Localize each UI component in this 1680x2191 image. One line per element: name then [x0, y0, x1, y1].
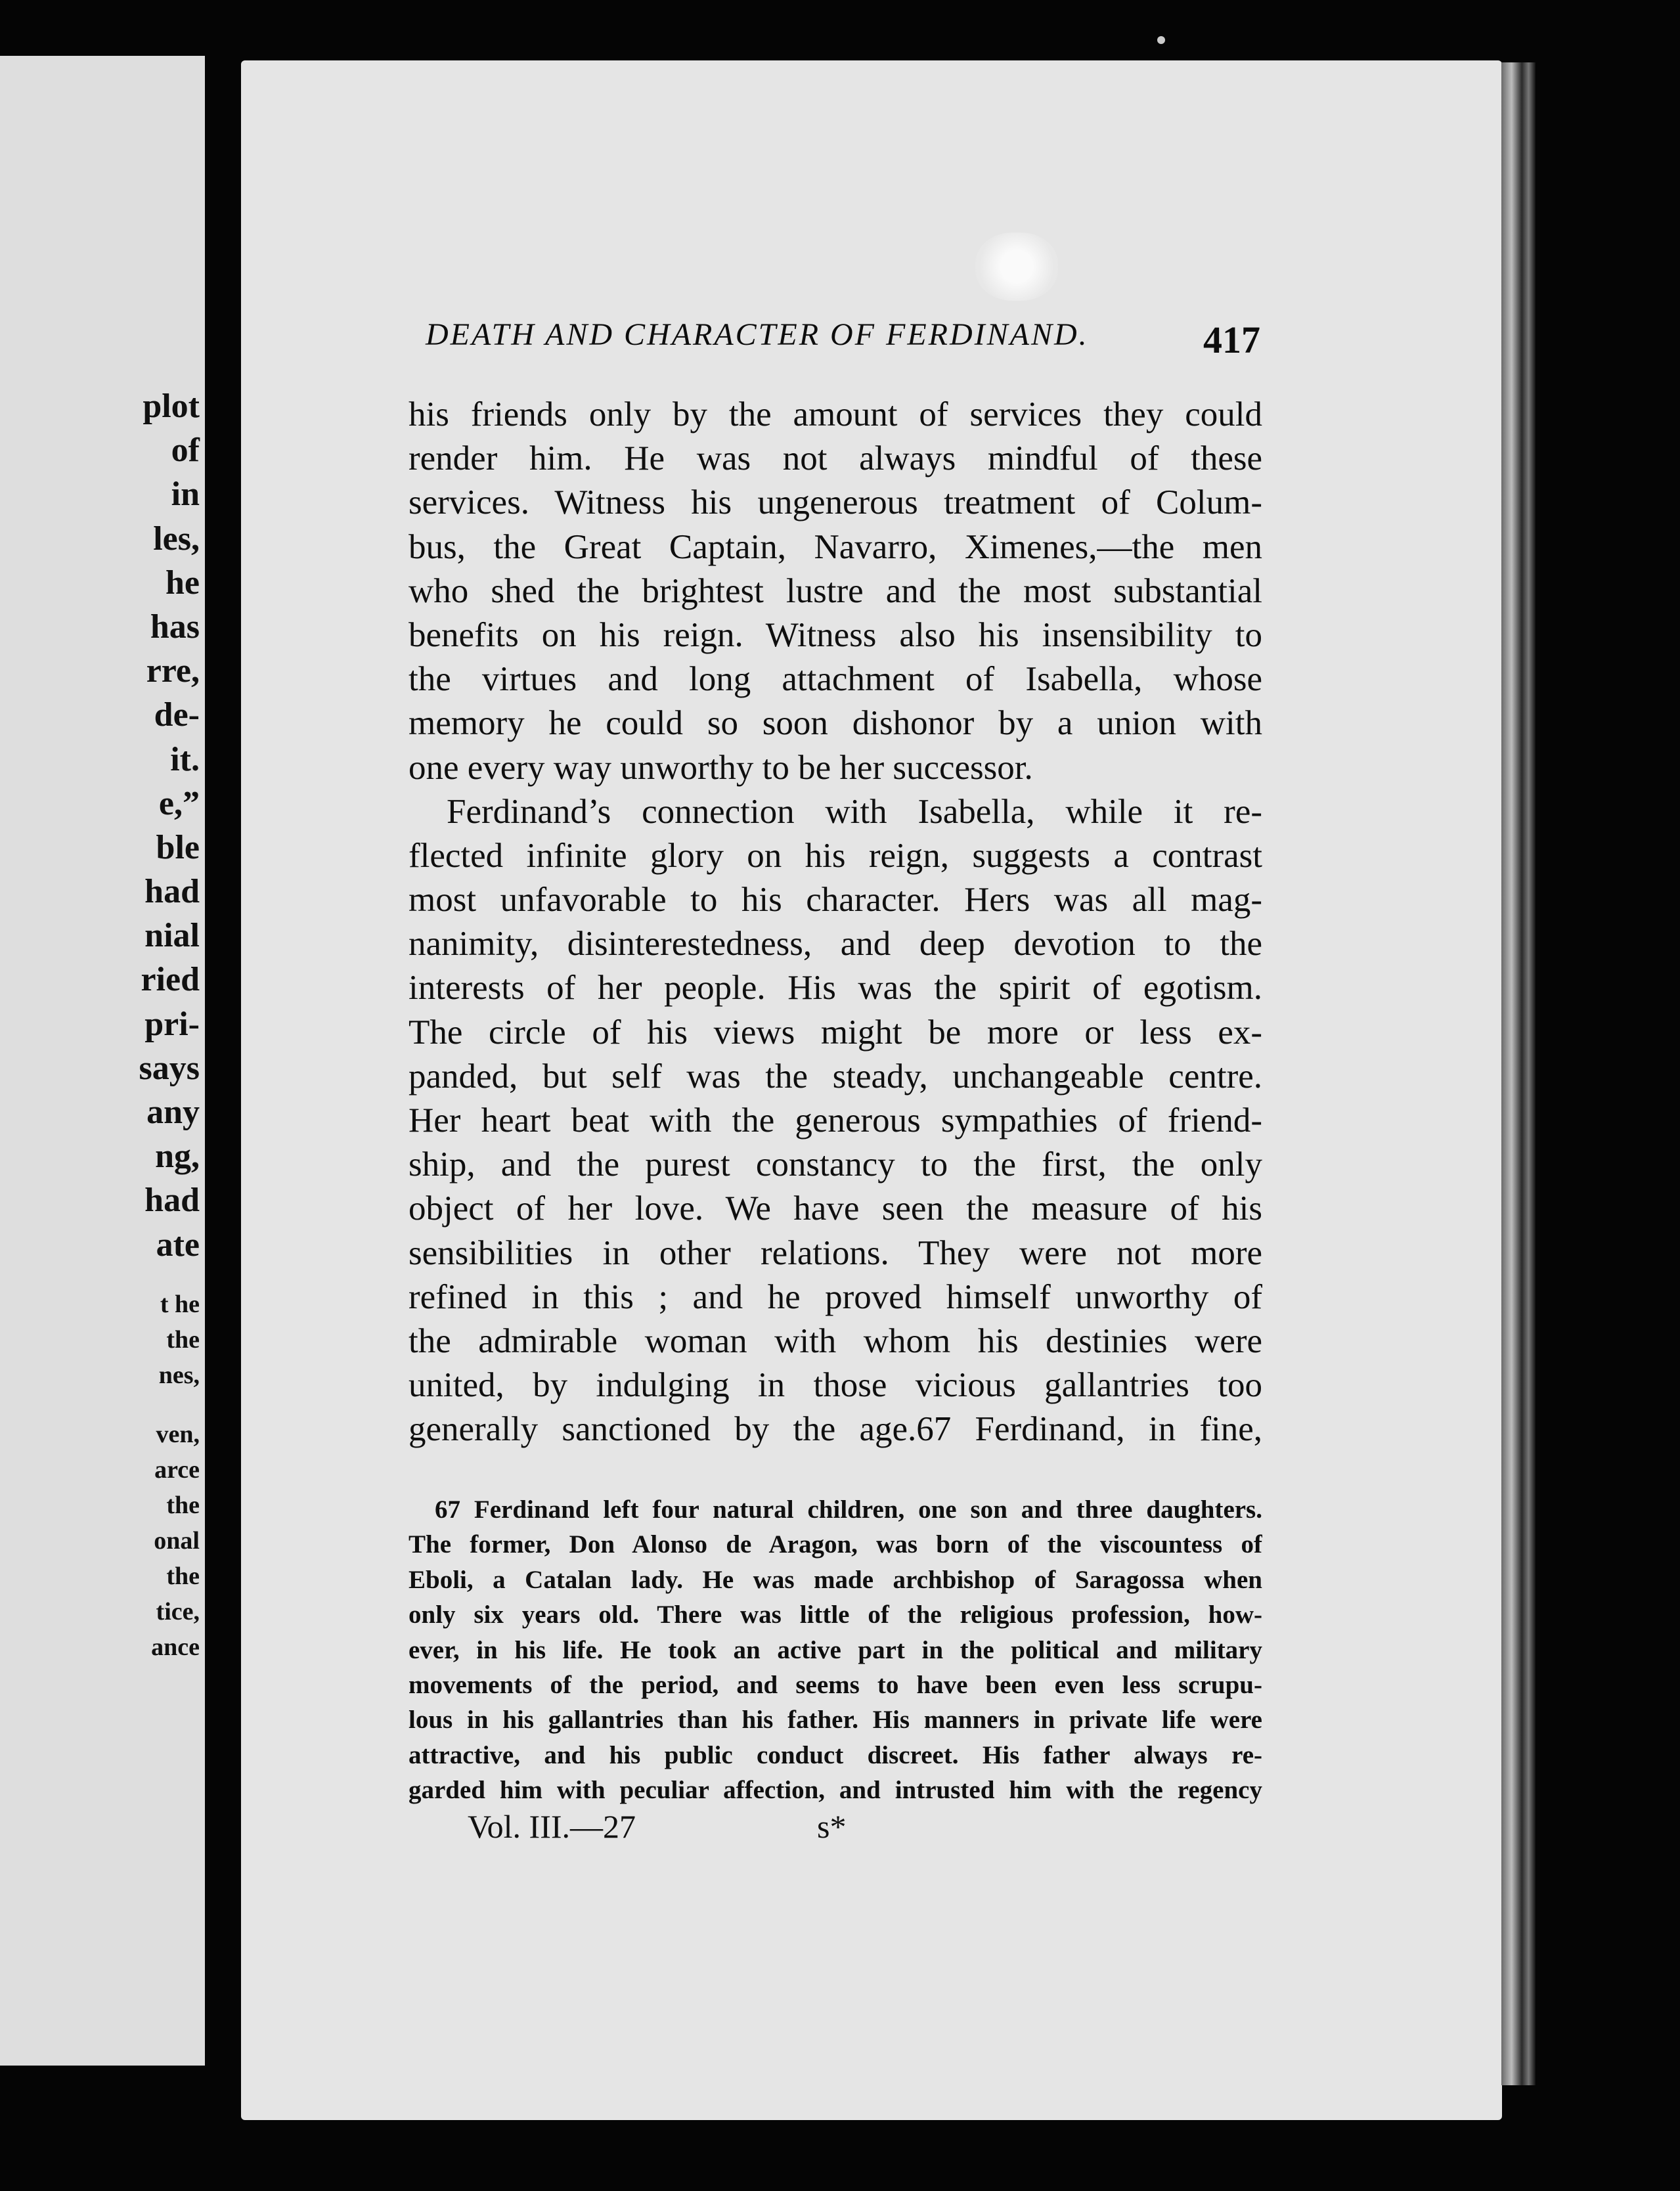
- footnote-line: only six years old. There was little of the religious profession, how-: [409, 1601, 1262, 1629]
- text-line: most unfavorable to his character. Hers was all mag-: [409, 881, 1262, 919]
- text-line: his friends only by the amount of services they could: [409, 395, 1262, 433]
- text-line: Ferdinand’s connection with Isabella, while it re-: [447, 792, 1262, 831]
- text-line: generally sanctioned by the age.67 Ferdinand, in fine,: [409, 1410, 1262, 1449]
- footnote: [409, 1492, 1262, 1808]
- text-line: the virtues and long attachment of Isabella, whose: [409, 660, 1262, 699]
- left-fragment: he: [166, 564, 200, 602]
- footnote-line: ever, in his life. He took an active part in the political and military: [409, 1635, 1262, 1664]
- running-head: DEATH AND CHARACTER OF FERDINAND.: [426, 317, 1089, 352]
- left-fragment: nial: [144, 917, 200, 955]
- text-line: the admirable woman with whom his destinies were: [409, 1321, 1262, 1360]
- text-line: object of her love. We have seen the measure of his: [409, 1189, 1262, 1228]
- left-footnote-fragment: t he: [160, 1290, 200, 1318]
- left-fragment: has: [150, 608, 200, 646]
- footnote-line: attractive, and his public conduct discreet. His father always re-: [409, 1740, 1262, 1769]
- left-fragment: says: [139, 1049, 200, 1087]
- left-fragment: rre,: [146, 652, 200, 690]
- left-fragment: had: [144, 873, 200, 911]
- footnote-line: movements of the period, and seems to have been even less scrupu-: [409, 1670, 1262, 1699]
- body-text: [409, 393, 1262, 1452]
- left-fragment: ng,: [155, 1138, 200, 1176]
- signature-mark: s*: [817, 1808, 847, 1845]
- footnote-line: The former, Don Alonso de Aragon, was born of the viscountess of: [409, 1530, 1262, 1559]
- left-footnote-fragment: tice,: [156, 1597, 200, 1626]
- footnote-line: 67 Ferdinand left four natural children, one son and three daughters.: [435, 1495, 1262, 1524]
- left-fragment: ble: [156, 828, 200, 866]
- left-footnote-fragment: the: [166, 1491, 200, 1519]
- book-spine-edge: [1501, 62, 1536, 2085]
- text-line: who shed the brightest lustre and the most substantial: [409, 571, 1262, 610]
- volume-signature: Vol. III.—27: [468, 1808, 636, 1845]
- left-footnote-fragment: onal: [154, 1526, 200, 1555]
- text-line: memory he could so soon dishonor by a union with: [409, 704, 1262, 743]
- text-line: services. Witness his ungenerous treatment of Colum-: [409, 483, 1262, 522]
- left-fragment: had: [144, 1182, 200, 1220]
- left-fragment: plot: [143, 387, 200, 425]
- left-fragment: it.: [170, 740, 200, 778]
- left-footnote-fragment: arce: [154, 1455, 200, 1484]
- left-footnote-fragment: ance: [151, 1633, 200, 1661]
- text-line: ship, and the purest constancy to the first, the only: [409, 1145, 1262, 1184]
- text-line: united, by indulging in those vicious gallantries too: [409, 1366, 1262, 1405]
- text-line: panded, but self was the steady, unchangeable centre.: [409, 1057, 1262, 1096]
- left-footnote-fragment: nes,: [158, 1361, 200, 1389]
- left-fragment: any: [146, 1094, 200, 1131]
- left-fragment: ried: [141, 961, 200, 999]
- text-line: render him. He was not always mindful of these: [409, 439, 1262, 478]
- text-line: refined in this ; and he proved himself unworthy of: [409, 1277, 1262, 1316]
- scan-speck: [1157, 36, 1165, 44]
- left-fragment: in: [171, 476, 200, 514]
- text-line: nanimity, disinterestedness, and deep devotion to the: [409, 925, 1262, 963]
- left-footnote-fragment: the: [166, 1325, 200, 1354]
- left-footnote-fragment: the: [166, 1562, 200, 1590]
- left-fragment: les,: [153, 520, 200, 558]
- library-stamp-mark: [975, 232, 1058, 301]
- text-line: bus, the Great Captain, Navarro, Ximenes,—the men: [409, 527, 1262, 566]
- left-fragment: ate: [156, 1226, 200, 1264]
- text-line: one every way unworthy to be her successor.: [409, 748, 1033, 787]
- left-fragment: de-: [154, 696, 200, 734]
- text-line: sensibilities in other relations. They were not more: [409, 1233, 1262, 1272]
- footnote-line: lous in his gallantries than his father. His manners in private life were: [409, 1706, 1262, 1735]
- left-page-text: [139, 384, 200, 1665]
- left-fragment: of: [171, 432, 200, 470]
- page-number: 417: [1203, 319, 1260, 361]
- text-line: Her heart beat with the generous sympathies of friend-: [409, 1101, 1262, 1140]
- text-line: benefits on his reign. Witness also his insensibility to: [409, 615, 1262, 654]
- left-fragment: e,”: [158, 784, 200, 822]
- left-fragment: pri-: [144, 1005, 200, 1043]
- left-facing-page: [0, 56, 205, 2066]
- text-line: The circle of his views might be more or less ex-: [409, 1013, 1262, 1051]
- footnote-line: Eboli, a Catalan lady. He was made archbishop of Saragossa when: [409, 1565, 1262, 1594]
- footnote-line: garded him with peculiar affection, and intrusted him with the regency: [409, 1776, 1262, 1805]
- text-line: interests of her people. His was the spirit of egotism.: [409, 969, 1262, 1007]
- left-footnote-fragment: ven,: [156, 1420, 200, 1448]
- text-line: flected infinite glory on his reign, suggests a contrast: [409, 836, 1262, 875]
